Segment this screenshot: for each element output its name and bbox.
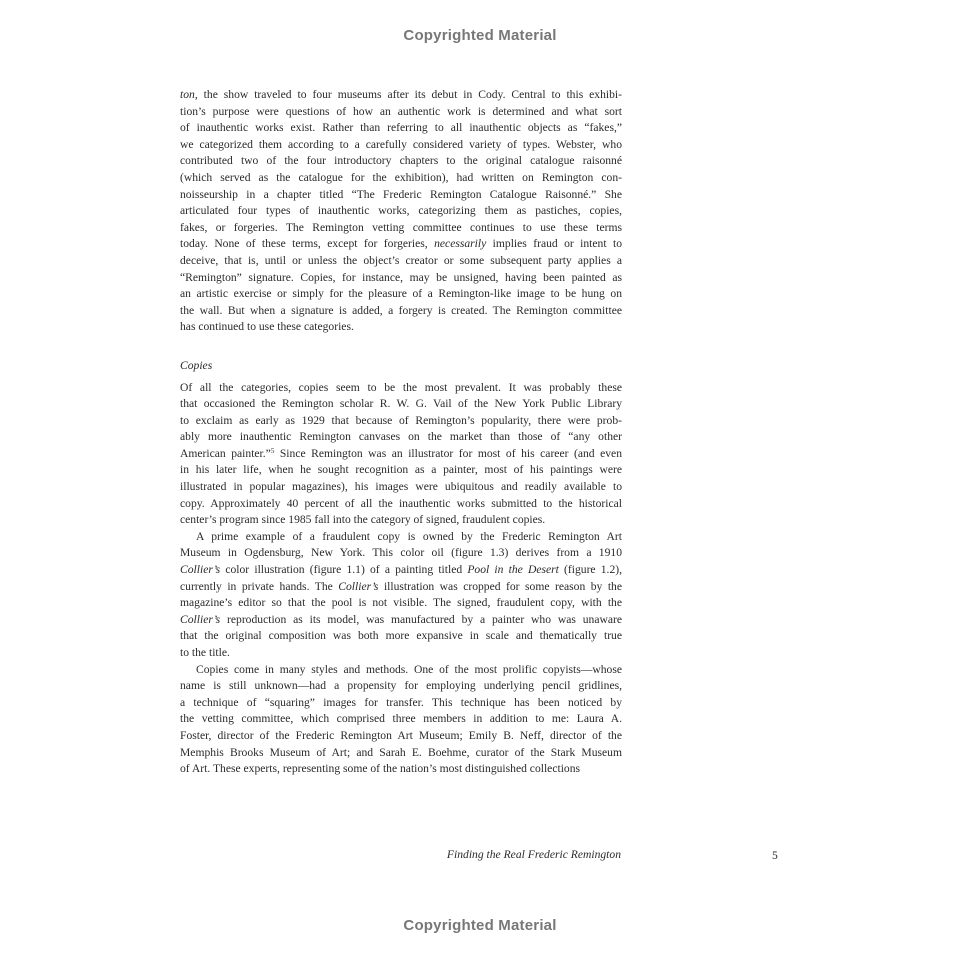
text-line: Foster, director of the Frederic Remington Art Museum; Emily B. Neff, director of the <box>180 728 622 742</box>
text-line: that occasioned the Remington scholar R. W. G. Vail of the New York Public Library <box>180 397 622 411</box>
text-line: the wall. But when a signature is added, a forgery is created. The Remington committee <box>180 303 622 317</box>
paragraph-2 <box>180 380 622 529</box>
text-line: ably more inauthentic Remington canvases on the market than those of “any other <box>180 430 622 444</box>
page-number: 5 <box>772 849 778 862</box>
text-line: today. None of these terms, except for forgeries, necessarily implies fraud or intent to <box>180 237 622 251</box>
text-line: that the original composition was both more expansive in scale and thematically true <box>180 629 622 643</box>
text-line: Collier’s reproduction as its model, was manufactured by a painter who was unaware <box>180 612 622 626</box>
text-line: currently in private hands. The Collier’s illustration was cropped for some reason by the <box>180 579 622 593</box>
text-line: Memphis Brooks Museum of Art; and Sarah E. Boehme, curator of the Stark Museum <box>180 745 622 759</box>
paragraph-1 <box>180 87 622 336</box>
text-line: deceive, that is, until or unless the object’s creator or some subsequent party applies a <box>180 253 622 267</box>
text-line: we categorized them according to a carefully considered variety of types. Webster, who <box>180 137 622 151</box>
text-line: a technique of “squaring” images for transfer. This technique has been noticed by <box>180 695 622 709</box>
text-line: noisseurship in a chapter titled “The Frederic Remington Catalogue Raisonné.” She <box>180 187 622 201</box>
text-line: to the title. <box>180 646 230 659</box>
text-line: illustrated in popular magazines), his images were ubiquitous and readily available to <box>180 480 622 494</box>
text-line: has continued to use these categories. <box>180 320 354 334</box>
italic-text: Collier’s <box>180 612 221 626</box>
italic-text: necessarily <box>434 237 487 251</box>
text-line: Of all the categories, copies seem to be the most prevalent. It was probably these <box>180 380 622 394</box>
text-line: magazine’s editor so that the pool is not visible. The signed, fraudulent copy, with the <box>180 596 622 610</box>
italic-text: Pool in the Desert <box>467 563 559 577</box>
text-line: Collier’s color illustration (figure 1.1) of a painting titled Pool in the Desert (figure 1.2), <box>180 563 622 577</box>
copyright-watermark-bottom: Copyrighted Material <box>403 917 557 934</box>
text-line: American painter.”$^5$ Since Remington was an illustrator for most of his career (and even <box>180 446 622 460</box>
page-body <box>180 87 622 778</box>
text-line: tion’s purpose were questions of how an authentic work is determined and what sort <box>180 104 622 118</box>
text-line: contributed two of the four introductory chapters to the original catalogue raisonné <box>180 154 622 168</box>
italic-text: Collier’s <box>180 563 221 577</box>
text-line: to exclaim as early as 1929 that because of Remington’s popularity, there were prob- <box>180 413 622 427</box>
text-line: fakes, or forgeries. The Remington vetting committee continues to use these terms <box>180 220 622 234</box>
text-line: Museum in Ogdensburg, New York. This color oil (figure 1.3) derives from a 1910 <box>180 546 622 560</box>
text-line: “Remington” signature. Copies, for instance, may be unsigned, having been painted as <box>180 270 622 284</box>
text-line: A prime example of a fraudulent copy is owned by the Frederic Remington Art <box>196 529 622 543</box>
italic-text: Collier’s <box>338 579 379 593</box>
italic-text: ton <box>180 88 195 101</box>
text-line: copy. Approximately 40 percent of all the inauthentic works submitted to the historical <box>180 496 622 510</box>
text-line: articulated four types of inauthentic works, categorizing them as pastiches, copies, <box>180 204 622 218</box>
text-line: Copies come in many styles and methods. One of the most prolific copyists—whose <box>196 662 622 676</box>
text-line: an artistic exercise or simply for the pleasure of a Remington-like image to be hung on <box>180 287 622 301</box>
text-line: center’s program since 1985 fall into the category of signed, fraudulent copies. <box>180 513 546 527</box>
text-line: of Art. These experts, representing some of the nation’s most distinguished collections <box>180 762 581 776</box>
paragraph-4 <box>180 662 622 778</box>
copyright-watermark-top: Copyrighted Material <box>403 27 557 44</box>
running-footer-title: Finding the Real Frederic Remington <box>446 848 621 861</box>
section-heading: Copies <box>180 358 213 372</box>
paragraph-3 <box>180 529 622 662</box>
text-line: the vetting committee, which comprised three members in addition to me: Laura A. <box>180 712 622 726</box>
text-line: name is still unknown—had a propensity for employing underlying pencil gridlines, <box>180 679 622 693</box>
footnote-marker: 5 <box>270 446 275 455</box>
text-line: ton, the show traveled to four museums after its debut in Cody. Central to this exhibi- <box>180 88 622 101</box>
text-line: in his later life, when he sought recognition as a painter, most of his paintings were <box>180 463 622 477</box>
text-line: of inauthentic works exist. Rather than referring to all inauthentic objects as “fakes,” <box>180 121 622 135</box>
text-line: (which served as the catalogue for the exhibition), had written on Remington con- <box>180 170 622 184</box>
